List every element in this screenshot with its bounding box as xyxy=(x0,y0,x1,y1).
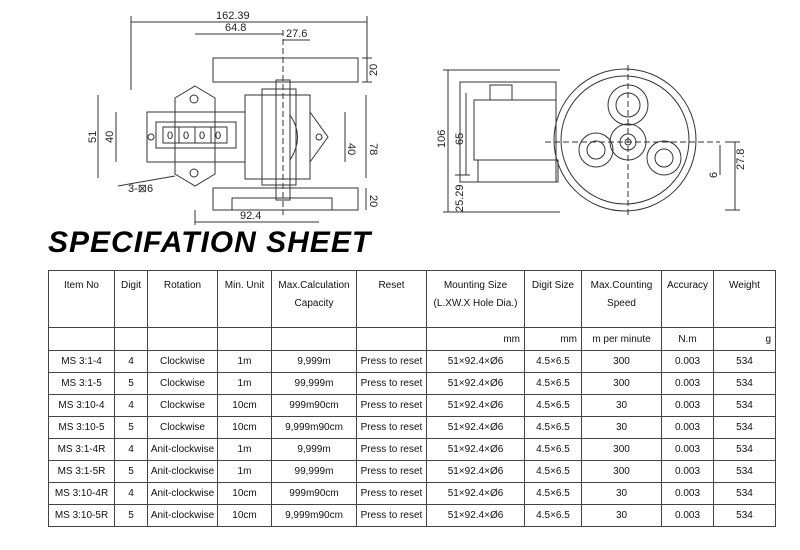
header-item-no: Item No xyxy=(49,271,115,328)
unit-cell xyxy=(218,328,272,351)
cell-max-speed: 300 xyxy=(582,439,662,461)
cell-min-unit: 10cm xyxy=(218,483,272,505)
cell-digit: 5 xyxy=(115,505,148,527)
cell-max-speed: 300 xyxy=(582,373,662,395)
cell-max-capacity: 99,999m xyxy=(272,461,357,483)
cell-max-capacity: 9,999m xyxy=(272,439,357,461)
cell-item-no: MS 3:10-5 xyxy=(49,417,115,439)
cell-digit-size: 4.5×6.5 xyxy=(525,505,582,527)
cell-min-unit: 1m xyxy=(218,373,272,395)
unit-cell xyxy=(49,328,115,351)
cell-reset: Press to reset xyxy=(357,351,427,373)
cell-reset: Press to reset xyxy=(357,461,427,483)
cell-weight: 534 xyxy=(714,439,776,461)
cell-mounting-size: 51×92.4×Ø6 xyxy=(427,505,525,527)
unit-cell xyxy=(272,328,357,351)
dim-64-8: 64.8 xyxy=(225,22,247,34)
cell-min-unit: 10cm xyxy=(218,417,272,439)
unit-cell: mm xyxy=(525,328,582,351)
dim-27-6: 27.6 xyxy=(286,28,308,40)
cell-weight: 534 xyxy=(714,417,776,439)
cell-digit-size: 4.5×6.5 xyxy=(525,439,582,461)
unit-cell: m per minute xyxy=(582,328,662,351)
cell-weight: 534 xyxy=(714,351,776,373)
page-title: SPECIFATION SHEET xyxy=(48,226,372,259)
cell-digit: 5 xyxy=(115,373,148,395)
svg-text:0: 0 xyxy=(167,130,174,142)
cell-digit-size: 4.5×6.5 xyxy=(525,417,582,439)
dim-92-4: 92.4 xyxy=(240,210,262,222)
cell-accuracy: 0.003 xyxy=(662,461,714,483)
cell-max-capacity: 99,999m xyxy=(272,373,357,395)
dim-27-8: 27.8 xyxy=(735,148,747,170)
cell-reset: Press to reset xyxy=(357,483,427,505)
cell-min-unit: 1m xyxy=(218,351,272,373)
unit-cell xyxy=(357,328,427,351)
dim-51: 51 xyxy=(87,130,99,143)
cell-weight: 534 xyxy=(714,483,776,505)
cell-rotation: Anit-clockwise xyxy=(148,461,218,483)
table-row xyxy=(49,417,776,439)
unit-cell: g xyxy=(714,328,776,351)
cell-rotation: Clockwise xyxy=(148,395,218,417)
cell-digit-size: 4.5×6.5 xyxy=(525,351,582,373)
cell-rotation: Anit-clockwise xyxy=(148,505,218,527)
cell-rotation: Anit-clockwise xyxy=(148,439,218,461)
dim-78: 78 xyxy=(367,143,379,156)
cell-item-no: MS 3:1-5 xyxy=(49,373,115,395)
cell-mounting-size: 51×92.4×Ø6 xyxy=(427,395,525,417)
cell-max-speed: 30 xyxy=(582,417,662,439)
header-max-speed: Max.Counting Speed xyxy=(582,271,662,328)
dim-20-bottom: 20 xyxy=(367,195,379,208)
cell-max-capacity: 999m90cm xyxy=(272,483,357,505)
header-max-capacity: Max.Calculation Capacity xyxy=(272,271,357,328)
header-reset: Reset xyxy=(357,271,427,328)
cell-max-speed: 30 xyxy=(582,483,662,505)
cell-digit-size: 4.5×6.5 xyxy=(525,373,582,395)
cell-weight: 534 xyxy=(714,461,776,483)
cell-max-capacity: 9,999m xyxy=(272,351,357,373)
cell-item-no: MS 3:1-4 xyxy=(49,351,115,373)
cell-min-unit: 10cm xyxy=(218,505,272,527)
dim-6: 6 xyxy=(708,171,720,178)
cell-rotation: Anit-clockwise xyxy=(148,483,218,505)
header-digit: Digit xyxy=(115,271,148,328)
cell-reset: Press to reset xyxy=(357,373,427,395)
cell-rotation: Clockwise xyxy=(148,373,218,395)
cell-accuracy: 0.003 xyxy=(662,439,714,461)
cell-accuracy: 0.003 xyxy=(662,351,714,373)
table-units-row xyxy=(49,328,776,351)
table-body xyxy=(49,351,776,527)
cell-digit-size: 4.5×6.5 xyxy=(525,483,582,505)
cell-mounting-size: 51×92.4×Ø6 xyxy=(427,373,525,395)
cell-item-no: MS 3:10-4 xyxy=(49,395,115,417)
cell-digit: 4 xyxy=(115,351,148,373)
header-weight: Weight xyxy=(714,271,776,328)
cell-max-speed: 30 xyxy=(582,395,662,417)
cell-digit: 4 xyxy=(115,483,148,505)
spec-table xyxy=(48,270,776,527)
cell-reset: Press to reset xyxy=(357,417,427,439)
dim-40-left: 40 xyxy=(104,130,116,143)
cell-item-no: MS 3:10-5R xyxy=(49,505,115,527)
table-header-row xyxy=(49,271,776,328)
cell-mounting-size: 51×92.4×Ø6 xyxy=(427,417,525,439)
cell-reset: Press to reset xyxy=(357,505,427,527)
cell-max-capacity: 999m90cm xyxy=(272,395,357,417)
cell-mounting-size: 51×92.4×Ø6 xyxy=(427,483,525,505)
cell-accuracy: 0.003 xyxy=(662,417,714,439)
technical-drawing xyxy=(0,0,800,225)
cell-digit: 4 xyxy=(115,439,148,461)
side-view xyxy=(443,65,740,215)
table-row xyxy=(49,461,776,483)
header-accuracy: Accuracy xyxy=(662,271,714,328)
dim-162-39: 162.39 xyxy=(216,10,250,22)
unit-cell: N.m xyxy=(662,328,714,351)
cell-accuracy: 0.003 xyxy=(662,373,714,395)
unit-cell: mm xyxy=(427,328,525,351)
svg-text:0: 0 xyxy=(183,130,190,142)
table-row xyxy=(49,395,776,417)
cell-accuracy: 0.003 xyxy=(662,505,714,527)
cell-weight: 534 xyxy=(714,395,776,417)
cell-accuracy: 0.003 xyxy=(662,483,714,505)
cell-item-no: MS 3:1-4R xyxy=(49,439,115,461)
dim-20-top: 20 xyxy=(368,63,380,76)
cell-reset: Press to reset xyxy=(357,439,427,461)
cell-max-capacity: 9,999m90cm xyxy=(272,505,357,527)
cell-reset: Press to reset xyxy=(357,395,427,417)
cell-weight: 534 xyxy=(714,505,776,527)
cell-max-speed: 300 xyxy=(582,461,662,483)
header-rotation: Rotation xyxy=(148,271,218,328)
cell-min-unit: 1m xyxy=(218,461,272,483)
cell-accuracy: 0.003 xyxy=(662,395,714,417)
dim-106: 106 xyxy=(436,129,448,148)
dim-65: 65 xyxy=(454,132,466,145)
cell-mounting-size: 51×92.4×Ø6 xyxy=(427,351,525,373)
cell-max-speed: 30 xyxy=(582,505,662,527)
hole-label: 3-⊠6 xyxy=(128,183,154,195)
cell-weight: 534 xyxy=(714,373,776,395)
cell-digit-size: 4.5×6.5 xyxy=(525,461,582,483)
cell-item-no: MS 3:1-5R xyxy=(49,461,115,483)
table-row xyxy=(49,351,776,373)
cell-rotation: Clockwise xyxy=(148,351,218,373)
dim-40-right: 40 xyxy=(345,143,357,156)
unit-cell xyxy=(115,328,148,351)
table-row xyxy=(49,505,776,527)
cell-digit: 5 xyxy=(115,417,148,439)
unit-cell xyxy=(148,328,218,351)
cell-digit-size: 4.5×6.5 xyxy=(525,395,582,417)
dim-25-29: 25.29 xyxy=(454,184,466,212)
cell-mounting-size: 51×92.4×Ø6 xyxy=(427,461,525,483)
cell-digit: 4 xyxy=(115,395,148,417)
header-min-unit: Min. Unit xyxy=(218,271,272,328)
cell-min-unit: 1m xyxy=(218,439,272,461)
table-row xyxy=(49,373,776,395)
table-row xyxy=(49,483,776,505)
svg-text:0: 0 xyxy=(199,130,206,142)
table-row xyxy=(49,439,776,461)
cell-rotation: Clockwise xyxy=(148,417,218,439)
cell-min-unit: 10cm xyxy=(218,395,272,417)
cell-mounting-size: 51×92.4×Ø6 xyxy=(427,439,525,461)
svg-text:0: 0 xyxy=(215,130,222,142)
cell-max-capacity: 9,999m90cm xyxy=(272,417,357,439)
header-digit-size: Digit Size xyxy=(525,271,582,328)
cell-max-speed: 300 xyxy=(582,351,662,373)
cell-item-no: MS 3:10-4R xyxy=(49,483,115,505)
header-mounting-size: Mounting Size (L.XW.X Hole Dia.) xyxy=(427,271,525,328)
cell-digit: 5 xyxy=(115,461,148,483)
